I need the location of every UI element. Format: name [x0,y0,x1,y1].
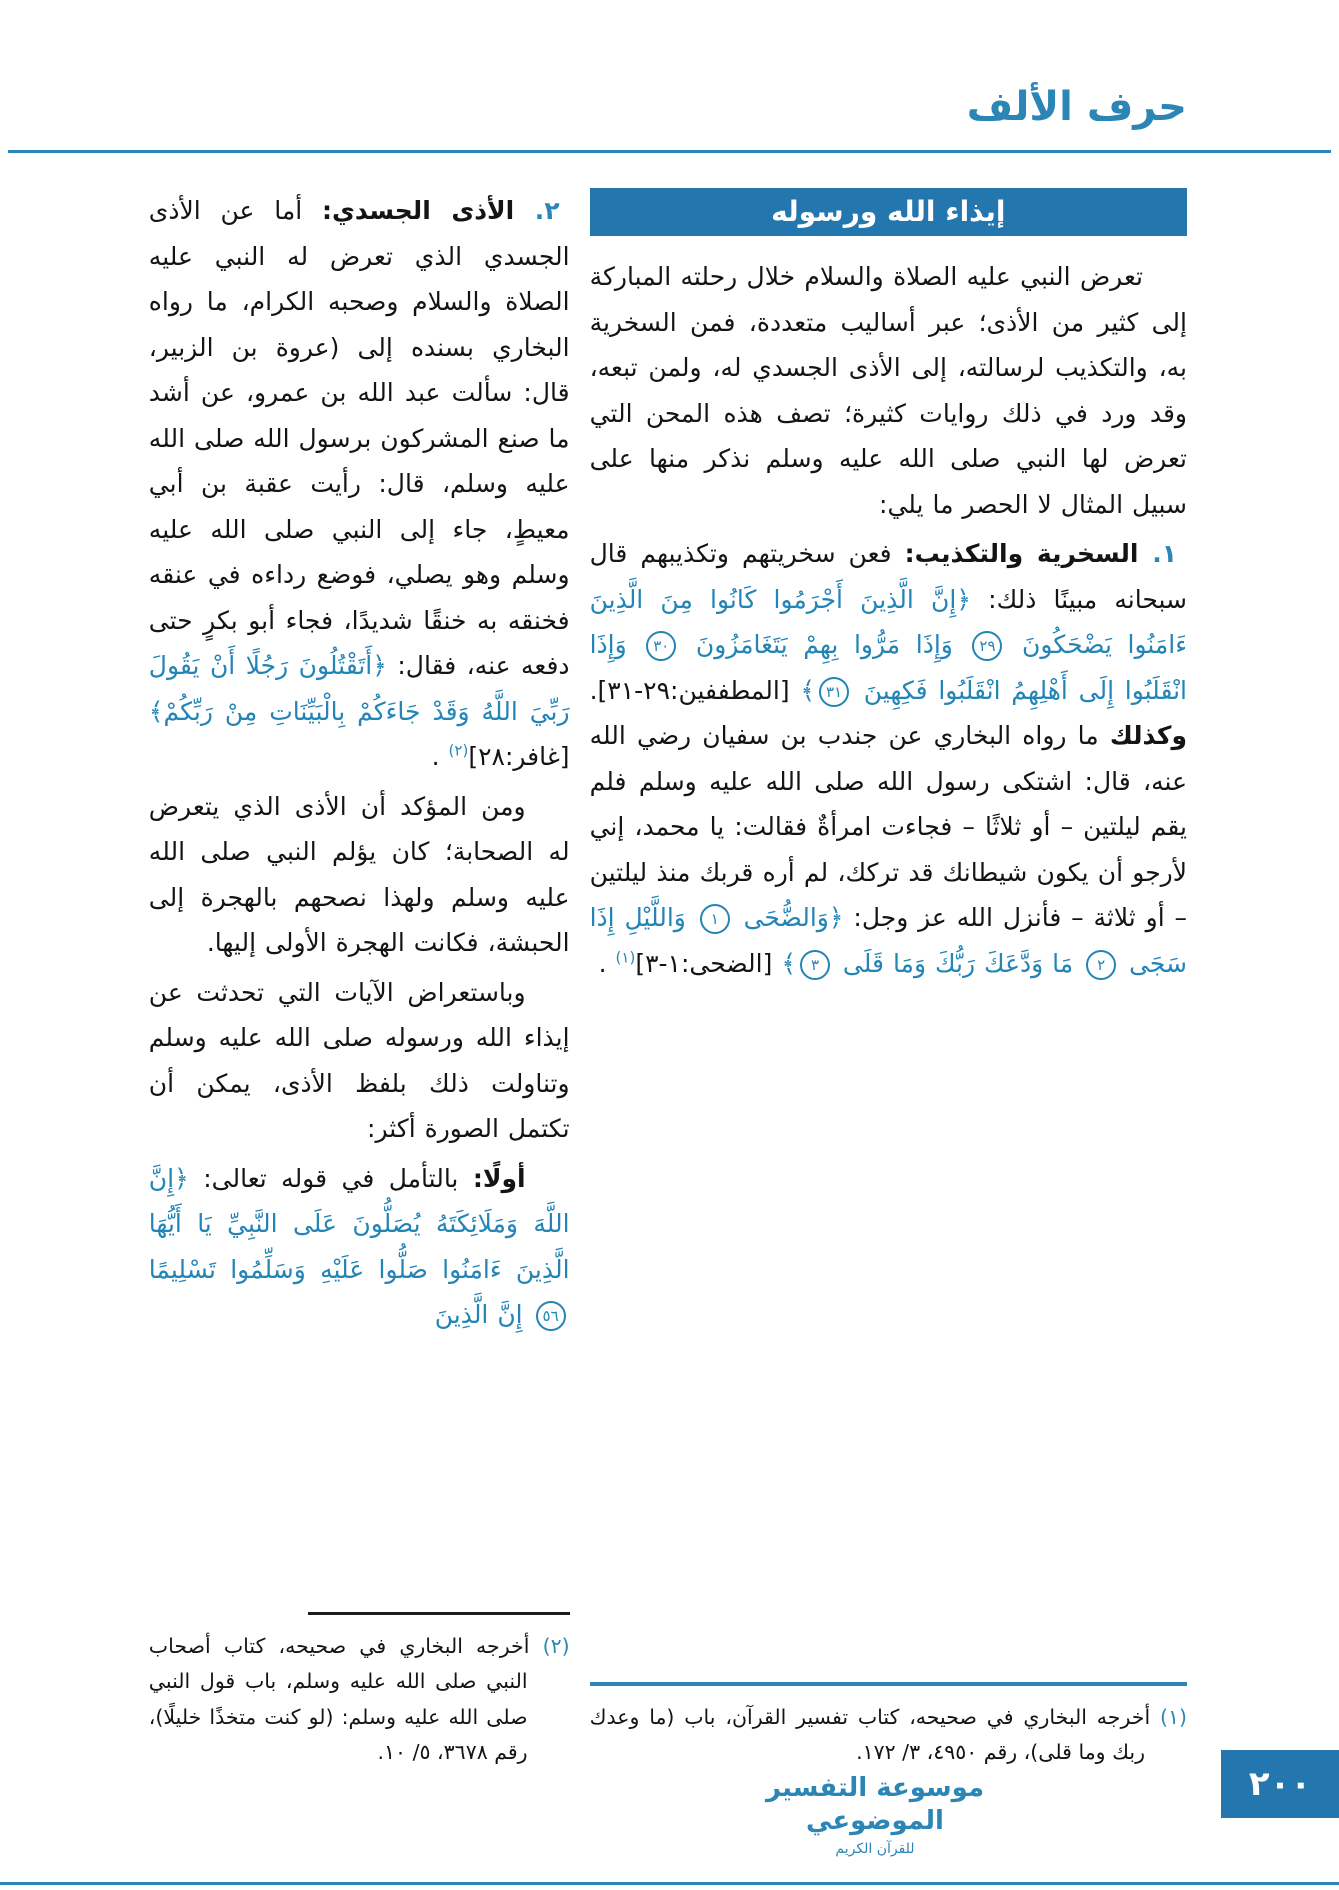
footnote-text [149,1629,570,1770]
footnote-text [590,1700,1187,1771]
footer-rule [0,1882,1339,1885]
verse-reference: [المطففين:٢٩-٣١]. [589,675,801,705]
list-number: ١. [1138,539,1177,568]
text-segment: ما رواه البخاري عن جندب بن سفيان رضي الله عنه، قال: اشتكى رسول الله صلى الله عليه وسلم فلم يقم ليلتين – أو ثلاثًا – فجاءت امرأةٌ فقالت: يا محمد، إني لأرجو أن يكون شيطانك قد تركك، لم أره قربك منذ ليلتين – أو ثلاثة – فأنزل الله عز وجل: [589,721,1187,932]
text-segment: فعن سخريتهم وتكذيبهم قال سبحانه مبينًا ذلك: [589,539,1187,614]
paragraph [149,784,570,966]
list-number: ٢. [514,196,560,225]
left-footnote-block [149,1612,570,1770]
quran-quote: ﴿أَتَقْتُلُونَ رَجُلًا أَنْ يَقُولَ رَبِّيَ اللَّهُ وَقَدْ جَاءَكُمْ بِالْبَيِّنَاتِ مِنْ رَبِّكُمْ﴾ [148,651,570,726]
paragraph [149,970,570,1152]
footnote-separator-rule [308,1612,570,1615]
ayah-number-badge: ٢٩ [972,631,1002,661]
footnote-marker: (١) [1159,1704,1187,1729]
right-column-body [590,254,1187,986]
quran-quote: ﴿إِنَّ الَّذِينَ أَجْرَمُوا كَانُوا مِنَ الَّذِينَ ءَامَنُوا يَضْحَكُونَ [589,584,1187,659]
quran-quote: وَاللَّيْلِ إِذَا سَجَى [589,903,1187,978]
text-segment: تعرض النبي عليه الصلاة والسلام خلال رحلته المباركة إلى كثير من الأذى؛ عبر أساليب متعددة، فمن السخرية به، والتكذيب لرسالته، إلى الأذى الجسدي له، ولمن تبعه، وقد ورد في ذلك روايات كثيرة؛ تصف هذه المحن التي تعرض لها النبي صلى الله عليه وسلم نذكر منها على سبيل المثال لا الحصر ما يلي: [589,262,1187,519]
verse-reference: [الضحى:١-٣] [635,948,782,978]
text-segment: أما عن الأذى الجسدي الذي تعرض له النبي عليه الصلاة والسلام وصحبه الكرام، ما رواه البخاري بسنده إلى (عروة بن الزبير، قال: سألت عبد الله بن عمرو، عن أشد ما صنع المشركون برسول الله صلى الله عليه وسلم، قال: رأيت عقبة بن أبي معيطٍ، جاء إلى النبي صلى الله عليه وسلم وهو يصلي، فوضع رداءه في عنقه فخنقه به خنقًا شديدًا، فجاء أبو بكرٍ حتى دفعه عنه، فقال: [148,196,570,680]
paragraph [590,254,1187,527]
bold-text-segment: السخرية والتكذيب: [904,539,1139,568]
paragraph [590,531,1187,986]
text-segment: بالتأمل في قوله تعالى: [188,1163,473,1193]
verse-reference: . [598,948,616,978]
ayah-number-badge: ٣ [800,950,830,980]
quran-quote: ﴿وَالضُّحَى [733,903,844,932]
header-divider-rule [8,150,1331,153]
text-segment: وباستعراض الآيات التي تحدثت عن إيذاء الله ورسوله صلى الله عليه وسلم وتناولت ذلك بلفظ الأذى، يمكن أن تكتمل الصورة أكثر: [148,977,570,1143]
bold-text-segment: وكذلك [1109,721,1187,750]
footnote-body: أخرجه البخاري في صحيحه، كتاب تفسير القرآن، باب (ما وعدك ربك وما قلى)، رقم ٤٩٥٠، ٣/ ١٧٢. [589,1704,1160,1764]
left-column-body [149,188,570,1338]
page-number-badge: ٢٠٠ [1221,1750,1339,1818]
footnote-marker-inline: (٢) [448,741,469,760]
chapter-header: حرف الألف [966,84,1187,130]
ayah-number-badge: ٢ [1086,950,1116,980]
footnote-separator-rule [590,1682,1187,1686]
text-segment: ومن المؤكد أن الأذى الذي يتعرض له الصحابة؛ كان يؤلم النبي صلى الله عليه وسلم ولهذا نصحهم بالهجرة إلى الحبشة، فكانت الهجرة الأولى إليها. [148,791,570,957]
paragraph [149,1156,570,1338]
two-column-layout [148,188,1187,1770]
bold-text-segment: الأذى الجسدي: [322,196,515,225]
left-column [149,188,570,1770]
quran-quote: ﴾ [781,948,796,978]
right-footnote-block [590,1682,1187,1771]
publisher-logo-subtitle: للقرآن الكريم [835,1841,915,1857]
ayah-number-badge: ٣٠ [646,631,676,661]
ayah-number-badge: ٣١ [819,677,849,707]
publisher-logo [730,1772,1020,1857]
publisher-logo-title: موسوعة التفسير الموضوعي [765,1773,985,1836]
ayah-number-badge: ١ [700,904,730,934]
quran-quote: إِنَّ الَّذِينَ [434,1300,532,1329]
footnote-marker-inline: (١) [615,948,636,967]
verse-reference: . [431,742,449,771]
ayah-number-badge: ٥٦ [536,1301,566,1331]
verse-reference: [غافر:٢٨] [468,742,570,771]
quran-quote: ﴿إِنَّ اللَّهَ وَمَلَائِكَتَهُ يُصَلُّونَ عَلَى النَّبِيِّ يَا أَيُّهَا الَّذِينَ ءَامَنُوا صَلُّوا عَلَيْهِ وَسَلِّمُوا تَسْلِيمًا [148,1163,570,1284]
right-column [590,188,1187,1770]
quran-quote: مَا وَدَّعَكَ رَبُّكَ وَمَا قَلَى [833,948,1083,978]
quran-quote: ﴾ [800,675,815,705]
paragraph [149,188,570,780]
quran-quote: وَإِذَا انْقَلَبُوا إِلَى أَهْلِهِمُ انْقَلَبُوا فَكِهِينَ [589,630,1187,705]
section-title-box: إيذاء الله ورسوله [590,188,1187,236]
footnote-body: أخرجه البخاري في صحيحه، كتاب أصحاب النبي صلى الله عليه وسلم، باب قول النبي صلى الله عليه وسلم: (لو كنت متخذًا خليلًا)، رقم ٣٦٧٨، ٥/ ١٠. [148,1634,543,1764]
footnote-marker: (٢) [542,1634,570,1658]
quran-quote: وَإِذَا مَرُّوا بِهِمْ يَتَغَامَزُونَ [680,630,969,659]
bold-text-segment: أولًا: [472,1163,526,1193]
